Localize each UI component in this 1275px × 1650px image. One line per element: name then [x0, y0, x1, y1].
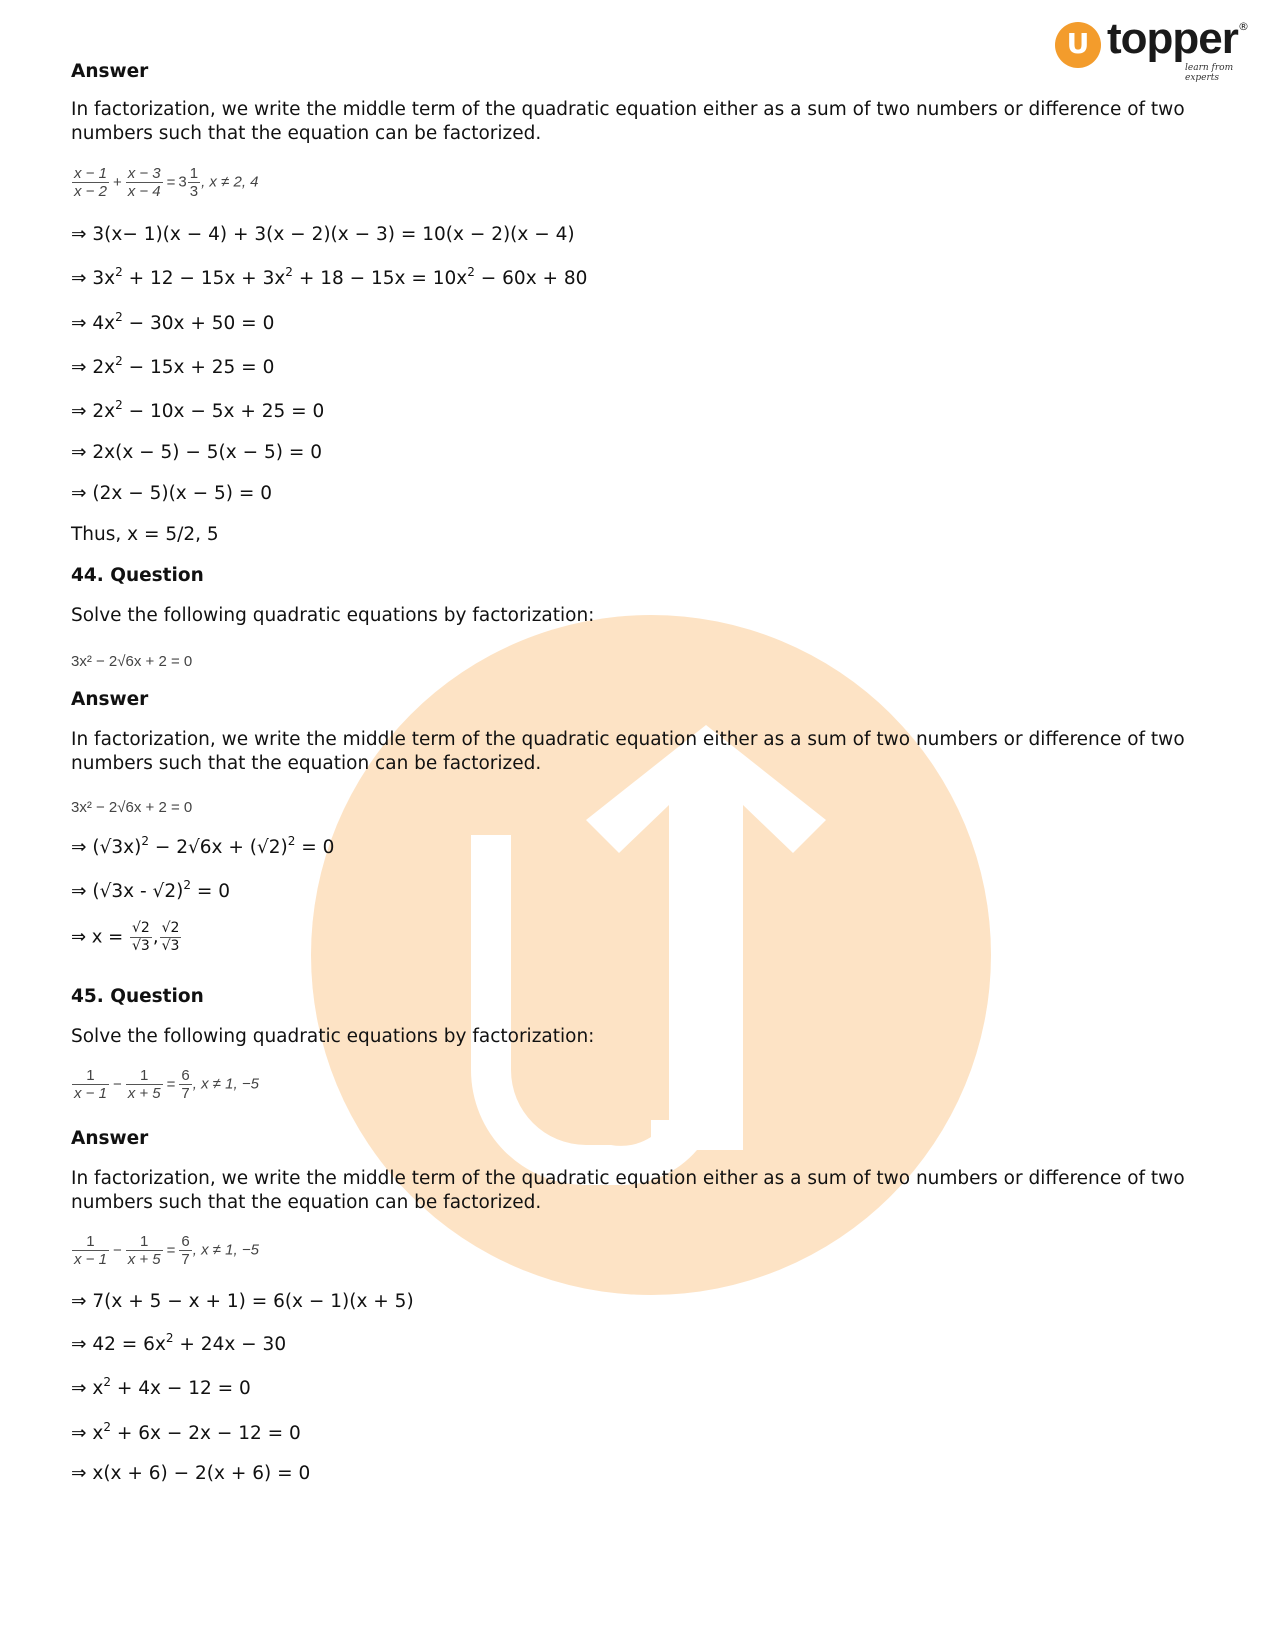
- step-line: ⇒ $(√3x)^2 - 2√6x + (√2)^2 = 0$: [71, 834, 335, 858]
- step-line: ⇒ 2x(x − 5) − 5(x − 5) = 0: [71, 442, 322, 463]
- result-line: ⇒ x = $\frac{√2}{√3}$ , $\frac{√2}{√3}$: [71, 920, 180, 954]
- answer-heading: Answer: [71, 689, 149, 710]
- step-line: ⇒ 3(x− 1)(x − 4) + 3(x − 2)(x − 3) = 10(x − 2)(x − 4): [71, 224, 575, 245]
- question-prompt: Solve the following quadratic equations by factorization:: [71, 1026, 595, 1047]
- topper-logo: [1055, 14, 1249, 83]
- equation-44: 3x² − 2√6x + 2 = 0: [71, 653, 193, 670]
- question-prompt: Solve the following quadratic equations by factorization:: [71, 605, 595, 626]
- logo-wordmark: topper: [1107, 14, 1238, 63]
- equation-44-repeat: 3x² − 2√6x + 2 = 0: [71, 799, 193, 816]
- step-line: ⇒ (2x − 5)(x − 5) = 0: [71, 483, 273, 504]
- registered-mark: ®: [1238, 20, 1249, 33]
- answer-intro: In factorization, we write the middle term of the quadratic equation either as a sum of two numbers or difference of two numbers such that the equation can be factorized.: [71, 729, 1185, 774]
- answer-intro: In factorization, we write the middle term of the quadratic equation either as a sum of two numbers or difference of two numbers such that the equation can be factorized.: [71, 99, 1185, 144]
- step-line: ⇒ (√3x - √2)$^2$ = 0: [71, 878, 231, 902]
- answer-intro: In factorization, we write the middle term of the quadratic equation either as a sum of two numbers or difference of two numbers such that the equation can be factorized.: [71, 1168, 1185, 1213]
- step-line: ⇒ $x^2 + 4x - 12 = 0$: [71, 1375, 251, 1399]
- step-line: ⇒ $2x^2 - 10x - 5x + 25 = 0$: [71, 398, 325, 422]
- conclusion-line: Thus, x = 5/2, 5: [71, 524, 219, 545]
- logo-mark-icon: U: [1055, 22, 1101, 68]
- equation-43: $\frac{x - 1}{x - 2}$ + $\frac{x - 3}{x - 4}$ = 3 $\frac{1}{3}$ , x ≠ 2, 4: [74, 165, 259, 200]
- logo-tagline: learn from experts: [1185, 63, 1234, 83]
- step-line: ⇒ 7(x + 5 − x + 1) = 6(x − 1)(x + 5): [71, 1291, 414, 1312]
- step-line: ⇒ $x^2 + 6x - 2x - 12 = 0$: [71, 1420, 301, 1444]
- step-line: ⇒ $4x^2 - 30x + 50 = 0$: [71, 310, 275, 334]
- step-line: ⇒ $2x^2 - 15x + 25 = 0$: [71, 354, 275, 378]
- answer-heading: Answer: [71, 1128, 149, 1149]
- step-line: ⇒ $42 = 6x^2 + 24x - 30$: [71, 1331, 287, 1355]
- step-line: ⇒ $3x^2 + 12 - 15x + 3x^2 + 18 - 15x = 10x^2 - 60x + 80$: [71, 265, 588, 289]
- step-line: ⇒ x(x + 6) − 2(x + 6) = 0: [71, 1463, 311, 1484]
- equation-45-repeat: $\frac{1}{x - 1}$ − $\frac{1}{x + 5}$ = $\frac{6}{7}$ , x ≠ 1, −5: [74, 1233, 259, 1268]
- answer-heading: Answer: [71, 61, 149, 82]
- question-heading: 44. Question: [71, 565, 204, 586]
- question-heading: 45. Question: [71, 986, 204, 1007]
- equation-45: $\frac{1}{x - 1}$ − $\frac{1}{x + 5}$ = $\frac{6}{7}$ , x ≠ 1, −5: [74, 1067, 259, 1102]
